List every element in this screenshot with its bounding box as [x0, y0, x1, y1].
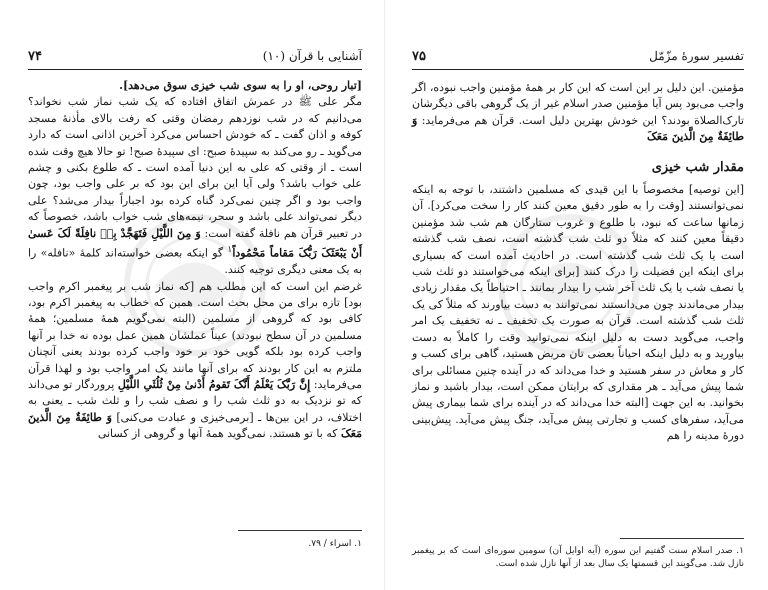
quran-verse: وَ مِنَ اللَّیْلِ فَتَهَجَّدْ بِهٖ نافِلَةً لَکَ عَسىٰ أَنْ یَبْعَثَکَ رَبُّکَ مَقاماً مَحْمُوداً [28, 226, 363, 260]
quran-verse: إِنَّ رَبَّکَ یَعْلَمُ أَنَّکَ تَقومُ أَدْنىٰ مِنْ ثُلُثَیِ اللَّیْلِ [117, 377, 311, 391]
paragraph: مؤمنین. این دلیل بر این است که این کار بر همهٔ مؤمنین واجب نبوده، اگر واجب می‌بود پس آیا مؤمنین صدر اسلام غیر از یک گروهی باقی دیگرشان تارک‌الصلاة بودند؟ این خودش بهترین دلیل است. قرآن هم می‌فرماید: وَ طائِفَةٌ مِنَ الَّذینَ مَعَکَ [412, 81, 744, 144]
page-number: ۷۴ [28, 49, 42, 64]
running-head: تفسیر سورهٔ مزّمّل [649, 49, 744, 63]
paragraph: [این توصیه] مخصوصاً با این قیدی که مسلمین داشتند، با توجه به اینکه نمی‌توانستند [وقت را به طور دقیق معین کنند کار را سخت می‌کرد]. آن زمانها ساعت که نبود، با طلوع و غروب ستارگان هم شب شد مؤمنین دقیقاً معین کنند که مثلاً دو ثلث شب گذشته است، نصف شب گذشته است یا یک ثلث شب گذشته است. در احادیث آمده است که بسیاری برای اینکه این فضیلت را درک کنند [برای اینکه می‌خواستند دو ثلث شب یا نصف شب یا یک ثلث آخر شب را بیدار بمانند ـ احتیاطاً یک مقدار زیادی بیدار می‌ماندند چون می‌دانستند نمی‌توانند به دست بیاورند که مثلاً کی یک ثلث شب گذشته است. قرآن به صورت یک تخفیف ـ نه تخفیف یک امر واجب، می‌گوید دست به دلیل اینکه نمی‌توانید وقت را کاملاً به دست بیاورید و به دلیل اینکه احیاناً بعضی تان مریض هستید، گاهی برای کسب و کار و معاش در سفر هستید و خدا می‌داند که در آینده چنین مسائلی برای شما پیش می‌آید ـ هر مقداری که برایتان ممکن است، بیدار باشید و نماز بخوانید. به این جهت [البته خدا می‌داند که در آینده برای شما بیماری پیش می‌آید، سفرهای کسب و تجارتی پیش می‌آید، جنگ پیش می‌آید. پیش‌بینی دورهٔ مدینه را هم [412, 183, 745, 443]
paragraph: مگر علی ﷺ در عمرش اتفاق افتاده که یک شب نماز شب نخواند؟ می‌دانیم که در شب نوزدهم رمضان وقتی که رفت بالای مأذنهٔ مسجد کوفه و اذان گفت ـ که خودش احساس می‌کرد آخرین اذانی است که دارد می‌گوید ـ رو می‌کند به سپیدهٔ صبح: ای سپیدهٔ صبح! تو حالا هیچ وقت شده است ـ از وقتی که علی به این دنیا آمده است ـ که طلوع بکنی و چشم علی خواب باشد؟ ولی آیا این برای این بود که بر علی واجب بود، چون واجب بود و اگر چنین نمی‌کرد گناه کرده بود اجباراً بیدار می‌شد؟ علی دیگر نمی‌تواند علی باشد و سحر، نیمه‌های شب خواب باشد، خصوصاً که در تعبیر قرآن هم نافلة گفته است: وَ مِنَ اللَّیْلِ فَتَهَجَّدْ بِهٖ نافِلَةً لَکَ عَسىٰ أَنْ یَبْعَثَکَ رَبُّکَ مَقاماً مَحْمُوداً$^۱$ گو اینکه بعضی خواسته‌اند کلمهٔ «نافله» را به یک معنی دیگری توجیه کنند. [28, 95, 363, 277]
footnote-rule [238, 530, 362, 531]
right-page [384, 0, 768, 590]
quran-verse: وَ طائِفَةٌ مِنَ الَّذینَ مَعَکَ [412, 113, 744, 144]
paragraph: [تبار روحی، او را به سوی شب خیزی سوق می‌دهد]. [119, 79, 362, 92]
footnote: ۱. اسراء / ۷۹. [308, 539, 362, 549]
running-head: آشنایی با قرآن (۱۰) [262, 49, 362, 63]
footnote-rule [620, 538, 744, 539]
footnote: ۱. صدر اسلام سنت گفتیم این سوره (آیه اوایل آن) سومین سوره‌ای است که بر پیغمبر نازل شد. می‌گویند این قسمتها یک سال بعد از آنها نازل شده است. [412, 546, 744, 569]
paragraph: غرضم این است که این مطلب هم [که نماز شب بر پیغمبر اکرم واجب بود] تازه برای من محل بحث است. همین که خطاب به پیغمبر اکرم بود، کافی بود که گروهی از مسلمین (البته نمی‌گویم همهٔ مسلمین؛ همهٔ مسلمین در آن سطح نبودند) عیناً عملشان همین عمل بوده نه خدا بر آنها واجب کرده بود بلکه گویی خود بر خود واجب کرده بودند یعنی آنچنان ملتزم به این کار بودند که برای آنها مانند یک امر واجب بود و لهذا قرآن می‌فرماید: إِنَّ رَبَّکَ یَعْلَمُ أَنَّکَ تَقومُ أَدْنىٰ مِنْ ثُلُثَیِ اللَّیْلِ پروردگار تو می‌داند که تو نزدیک به دو ثلث شب را و نصف شب را و ثلث شب ـ یعنی به اختلاف، در این بین‌ها ـ [برمی‌خیزی و عبادت می‌کنی] وَ طائِفَةٌ مِنَ الَّذینَ مَعَکَ که با تو هستند. نمی‌گوید همهٔ آنها و گروهی از کسانی [28, 279, 363, 441]
quran-verse: وَ طائِفَةٌ مِنَ الَّذینَ مَعَکَ [28, 410, 362, 441]
page-number: ۷۵ [412, 49, 426, 64]
page-header [28, 49, 362, 70]
section-title: مقدار شب خیزی [651, 159, 744, 175]
page-header [412, 49, 744, 70]
page-body [412, 80, 744, 445]
page-body [28, 78, 362, 443]
